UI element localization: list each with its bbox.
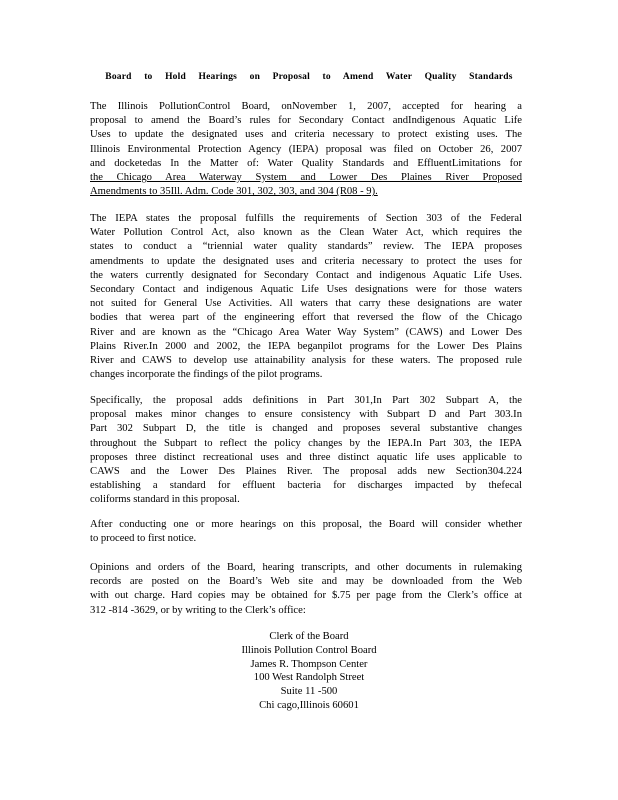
paragraph-line: records are posted on the Board’s Web site and may be downloaded from the Web [90, 576, 522, 588]
paragraph-specifics [90, 394, 522, 508]
clerk-address [0, 630, 618, 713]
paragraph-line: CAWS and the Lower Des Plaines River. The proposal adds new Section304.224 [90, 466, 522, 478]
paragraph-line: Plains River.In 2000 and 2002, the IEPA beganpilot programs for the Lower Des Plains [90, 340, 522, 352]
paragraph-line: and docketedas In the Matter of: Water Quality Standards and EffluentLimitations for [90, 157, 522, 169]
paragraph-line: After conducting one or more hearings on this proposal, the Board will consider whether [90, 519, 522, 530]
address-line: Suite 11 -500 [280, 686, 338, 698]
paragraph-line: the waters currently designated for Secondary Contact and indigenous Aquatic Life Uses. [90, 269, 522, 281]
paragraph-line: River and are known as the “Chicago Area Water Way System” (CAWS) and Lower Des [90, 326, 522, 338]
paragraph-line: states to conduct a “triennial water quality standards” review. The IEPA proposes [90, 241, 522, 253]
paragraph-line: throughout the Subpart to reflect the policy changes by the IEPA.In Part 303, the IEPA [90, 437, 522, 449]
address-line: Illinois Pollution Control Board [241, 644, 377, 656]
paragraph-line: with out charge. Hard copies may be obtained for $.75 per page from the Clerk’s office at [90, 590, 522, 602]
paragraph-line: Part 302 Subpart D, the title is changed and proposes several substantive changes [90, 423, 522, 435]
paragraph-line: Illinois Environmental Protection Agency (IEPA) proposal was filed on October 26, 2007 [90, 143, 522, 155]
paragraph-line: The IEPA states the proposal fulfills the requirements of Section 303 of the Federal [90, 213, 522, 224]
paragraph-announcement [90, 100, 522, 199]
paragraph-line: Opinions and orders of the Board, hearing transcripts, and other documents in rulemaking [90, 562, 522, 573]
paragraph-line: Secondary Contact and indigenous Aquatic Life Uses designations were for those waters [90, 284, 522, 296]
address-line: 100 West Randolph Street [253, 672, 365, 684]
address-line: Clerk of the Board [269, 631, 349, 642]
paragraph-records [90, 561, 522, 618]
paragraph-line: bodies that werea part of the engineering effort that reversed the flow of the Chicago [90, 312, 522, 324]
paragraph-line: proposes three distinct recreational uses and three distinct aquatic life uses applicable to [90, 451, 522, 463]
paragraph-line: establishing a standard for effluent bacteria for discharges impacted by thefecal [90, 480, 522, 492]
paragraph-line: to proceed to first notice. [90, 533, 197, 545]
docket-title-line: Amendments to 35Ill. Adm. Code 301, 302, 303, and 304 (R08 - 9). [90, 186, 378, 198]
paragraph-line: The Illinois PollutionControl Board, onNovember 1, 2007, accepted for hearing a [90, 101, 522, 112]
paragraph-line: proposal to amend the Board’s rules for Secondary Contact andIndigenous Aquatic Life [90, 115, 522, 127]
paragraph-line: Water Pollution Control Act, also known as the Clean Water Act, which requires the [90, 227, 522, 239]
paragraph-line: Specifically, the proposal adds definitions in Part 301,In Part 302 Subpart A, the [90, 395, 522, 406]
docket-title-line: the Chicago Area Waterway System and Lower Des Plaines River Proposed [90, 172, 522, 184]
paragraph-line: proposal makes minor changes to ensure consistency with Subpart D and Part 303.In [90, 409, 522, 421]
paragraph-iepa-proposal [90, 212, 522, 382]
paragraph-hearings [90, 518, 522, 546]
paragraph-line: not suited for General Use Activities. All waters that carry these designations are water [90, 298, 522, 310]
paragraph-line: amendments to update the designated uses and criteria necessary to protect the uses for [90, 255, 522, 267]
document-title: Board to Hold Hearings on Proposal to Amend Water Quality Standards [105, 72, 513, 82]
paragraph-line: 312 -814 -3629, or by writing to the Clerk’s office: [90, 604, 306, 616]
address-line: James R. Thompson Center [250, 658, 368, 670]
paragraph-line: River and CAWS to develop use attainability analysis for these waters. The proposed rule [90, 355, 522, 367]
paragraph-line: changes incorporate the findings of the pilot programs. [90, 369, 323, 381]
paragraph-line: Uses to update the designated uses and criteria necessary to protect existing uses. The [90, 129, 522, 141]
address-line: Chi cago,Illinois 60601 [259, 699, 359, 711]
paragraph-line: coliforms standard in this proposal. [90, 494, 240, 506]
